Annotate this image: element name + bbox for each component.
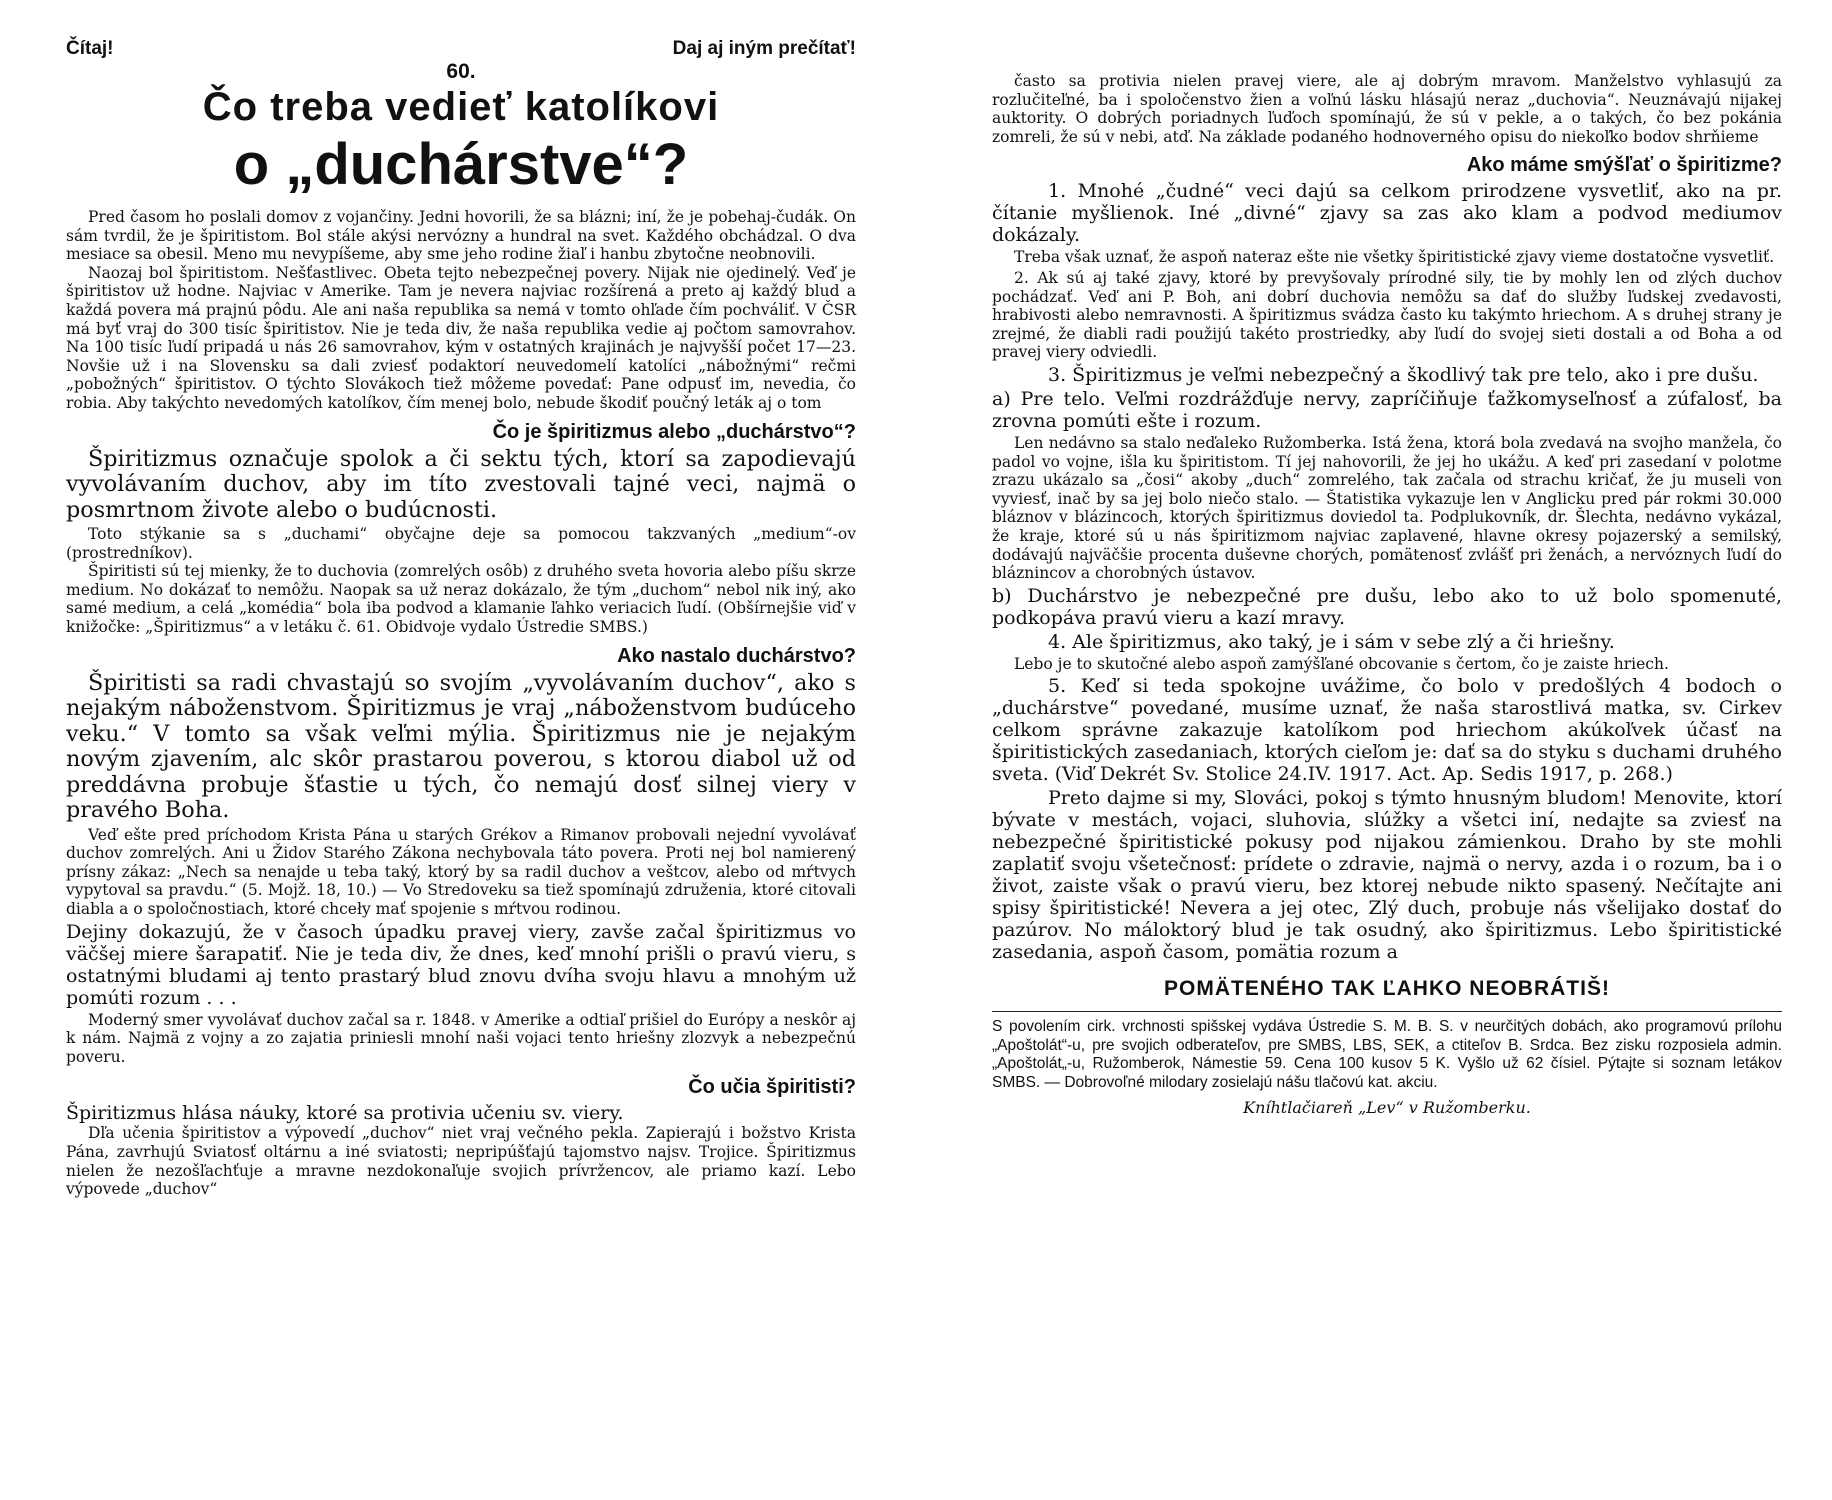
final-paragraph: Preto dajme si my, Slováci, pokoj s týmto hnusným bludom! Menovite, ktorí bývate v mestách, vojaci, sluhovia, slúžky a všetci iní, nedajte sa zviesť na nebezpečné špiritistické pokusy pod nijakou zámienkou. Draho by ste mohli zaplatiť svoju všetečnosť: prídete o zdravie, najmä o nervy, azda i o rozum, ba i o život, zaiste však o pravú vieru, bez ktorej nebude nikto spasený. Nečítajte ani spisy špiritistické! Nevera a jej otec, Zlý duch, probuje nás všelijako dostať do pazúrov. No máloktorý blud je tak osudný, ako špiritizmus. Lebo špiritistické zasedania, aspoň časom, pomätia rozum a xyxy=(992,787,1782,964)
point-1: 1. Mnohé „čudné“ veci dajú sa celkom prirodzene vysvetliť, ako na pr. čítanie myšlienok. Iné „divné“ zjavy sa zas ako klam a podvod mediumov dokázaly. xyxy=(992,180,1782,247)
point-3a-note: Len nedávno sa stalo neďaleko Ružomberka. Istá žena, ktorá bola zvedavá na svojho manžela, čo padol vo vojne, išla ku špiritistom. Tí jej nahovorili, že jej ho ukážu. A keď pri zasedaní v polotme zrazu ukázalo sa „čosi“ akoby „duch“ zomrelého, tak začala od strachu kričať, že ju museli von vyviesť, inač by sa jej bolo niečo stalo. — Štatistika vykazuje len v Anglicku pred pár rokmi 30.000 bláznov v blázincoch, ktorých špiritizmus doviedol ta. Podplukovník, dr. Šlechta, nedávno vykázal, že kraje, ktoré sú u nás špiritizmom najviac zaplavené, hlavne okresy pojazerský a semilský, dodávajú najväčšie procenta duševne chorých, pomätenosť zvlášť pri ženách, a nervóznych ľudí do bláznincov a chorobných ústavov. xyxy=(992,433,1782,583)
definition-paragraph: Špiritizmus označuje spolok a či sektu tých, ktorí sa zapodievajú vyvolávaním duchov, aby im títo zvestovali tajné veci, najmä o posmrtnom živote alebo o budúcnosti. xyxy=(66,445,856,523)
point-3b: b) Duchárstvo je nebezpečné pre dušu, lebo ako to už bolo spomenuté, podkopáva pravú vieru a kazí mravy. xyxy=(992,584,1782,629)
intro-paragraph: Pred časom ho poslali domov z vojančiny. Jedni hovorili, že sa blázni; iní, že je pobehaj-čudák. On sám tvrdil, že je špiritistom. Bol stále akýsi nervózny a hundral na svet. Každého obchádzal. O dva mesiace sa obesil. Meno mu nevypíšeme, aby sme jeho rodine žiaľ i hanbu zbytočne neobnovili. xyxy=(66,208,856,264)
left-page xyxy=(0,0,900,1500)
continuation-paragraph: často sa protivia nielen pravej viere, ale aj dobrým mravom. Manželstvo vyhlasujú za rozlučiteľné, ba i spoločenstvo žien a voľnú lásku hlásajú neraz „duchovia“. Neuznávajú nijakej auktority. O dobrých poriadnych ľuďoch spomínajú, že sú v pekle, a o takých, čo bez pokánia zomreli, že sú v nebi, atď. Na základe podaného hodnoverného opisu do niekoľko bodov shrňieme xyxy=(992,72,1782,146)
imprint: S povolením cirk. vrchnosti spišskej vydáva Ústredie S. M. B. S. v neurčitých dobách, ako programovú prílohu „Apoštolát“-u, pre svojich odberateľov, pre SMBS, LBS, SEK, a ctiteľov B. Srdca. Bez zisku rozposiela admin. „Apoštolát„-u, Ružomberok, Námestie 59. Cena 100 kusov 5 K. Vyšlo už 62 čísiel. Pýtajte si soznam letákov SMBS. — Dobrovoľné milodary zosielajú nášu tlačovú kat. akciu. xyxy=(992,1018,1782,1091)
right-page xyxy=(900,0,1832,1500)
closing-slogan: POMÄTENÉHO TAK ĽAHKO NEOBRÁTIŠ! xyxy=(992,977,1782,1012)
medium-paragraph: Toto stýkanie sa s „duchami“ obyčajne deje sa pomocou takzvaných „medium“-ov (prostredníkov). xyxy=(66,525,856,562)
heading-teachings: Čo učia špiritisti? xyxy=(688,1076,856,1099)
issue-number: 60. xyxy=(446,60,476,83)
teachings-paragraph: Dľa učenia špiritistov a výpovedí „duchov“ niet vraj večného pekla. Zapierajú i božstvo Krista Pána, zavrhujú Sviatosť oltárnu a iné sviatosti; nepripúšťajú tajomstvo najsv. Trojice. Špiritizmus nielen že nezošľachťuje a mravne nezdokonaľuje svojich prívržencov, ale priamo kazí. Lebo výpovede „duchov“ xyxy=(66,1124,856,1199)
point-1-note: Treba však uznať, že aspoň nateraz ešte nie všetky špiritistické zjavy vieme dostatočne vysvetliť. xyxy=(1014,248,1775,267)
modern-paragraph: Moderný smer vyvolávať duchov začal sa r. 1848. v Amerike a odtiaľ prišiel do Európy a neskôr aj k nám. Najmä z vojny a zo zajatia priniesli mnohí naši vojaci tento hriešny zlozvyk a nebezpečnú poveru. xyxy=(66,1010,856,1066)
left-column xyxy=(66,38,856,1199)
point-2: 2. Ak sú aj také zjavy, ktoré by prevyšovaly prírodné sily, tie by mohly len od zlých duchov pochádzať. Veď ani P. Boh, ani dobrí duchovia nemôžu sa dať do služby ľudskej zvedavosti, hrabivosti alebo nemravnosti. A špiritizmus svádza často ku takýmto hriechom. A s druhej strany je zrejmé, že diabli radi použijú takéto prostriedky, aby ľudí do svojej sieti dostali a od Boha a od pravej viery odviedli. xyxy=(992,268,1782,362)
fraud-paragraph: Špiritisti sú tej mienky, že to duchovia (zomrelých osôb) z druhého sveta hovoria alebo píšu skrze medium. No dokázať to nemôžu. Naopak sa už neraz dokázalo, že tým „duchom“ nebol nik iný, ako samé medium, a celá „komédia“ bola iba podvod a klamanie ľahko veriacich ľudí. (Obšírnejšie viď v knižočke: „Špiritizmus“ a v letáku č. 61. Obidvoje vydalo Ústredie SMBS.) xyxy=(66,562,856,636)
statistics-paragraph: Naozaj bol špiritistom. Nešťastlivec. Obeta tejto nebezpečnej povery. Nijak nie ojedinelý. Veď je špiritistov už hodne. Najviac v Amerike. Tam je nevera najviac rozšírená a preto aj každý blud a každá povera má prajnú pôdu. Ale ani naša republika sa nemá v tomto ohľade čím pochváliť. V ČSR má byť vraj do 300 tisíc špiritistov. Nie je teda div, že naša republika vedie aj počtom samovrahov. Na 100 tisíc ľudí pripadá u nás 26 samovrahov, kým v ostatných krajinách je najvyšší počet 17—23. Novšie už i na Slovensku sa dali zviesť podaktorí neuvedomelí katolíci „nábožnými“ rečmi „pobožných“ špiritistov. O týchto Slovákoch tiež môžeme povedať: Pane odpusť im, nevedia, čo robia. Aby takýchto nevedomých katolíkov, čím menej bolo, nebude škodiť poučný leták aj o tom xyxy=(66,263,856,412)
right-column xyxy=(992,72,1782,1117)
point-5: 5. Keď si teda spokojne uvážime, čo bolo v predošlých 4 bodoch o „duchárstve“ povedané, musíme uznať, že naša starostlivá matka, sv. Cirkev celkom správne zakazuje katolíkom pod hriechom akúkoľvek účasť na špiritistických zasedaniach, ktorých cieľom je: dať sa do styku s duchami druhého sveta. (Viď Dekrét Sv. Stolice 24.IV. 1917. Act. Ap. Sedis 1917, p. 268.) xyxy=(992,675,1782,786)
title-line-1: Čo treba vedieť katolíkovi xyxy=(202,85,720,129)
title-line-2: o „duchárstve“? xyxy=(233,132,689,197)
heading-what-is-spiritism: Čo je špiritizmus alebo „duchárstvo“? xyxy=(492,420,856,443)
header-right: Daj aj iným prečítať! xyxy=(672,38,856,59)
point-4: 4. Ale špiritizmus, ako taký, je i sám v sebe zlý a či hriešny. xyxy=(1048,630,1615,653)
point-3: 3. Špiritizmus je veľmi nebezpečný a škodlivý tak pre telo, ako i pre dušu. xyxy=(1048,363,1759,386)
history-paragraph: Veď ešte pred príchodom Krista Pána u starých Grékov a Rimanov probovali nejední vyvolávať duchov zomrelých. Ani u Židov Starého Zákona nechybovala táto povera. Proti nej bol namierený prísny zákaz: „Nech sa nenajde u teba taký, ktorý by sa radil duchov a veštcov, alebo od mŕtvych vypytoval sa pravdu.“ (5. Mojž. 18, 10.) — Vo Stredoveku sa tiež spomínajú združenia, ktoré citovali diabla a o spoločnostiach, ktoré chceły mať spojenie s mŕtvou rodinou. xyxy=(66,825,856,918)
heading-how-to-think: Ako máme smýšľať o špiritizme? xyxy=(1466,154,1782,177)
printer-line: Kníhtlačiareň „Lev“ v Ružomberku. xyxy=(1243,1097,1531,1117)
teachings-lead: Špiritizmus hlása náuky, ktoré sa protivia učeniu sv. viery. xyxy=(66,1102,624,1125)
heading-origin: Ako nastalo duchárstvo? xyxy=(617,644,856,667)
decline-paragraph: Dejiny dokazujú, že v časoch úpadku pravej viery, zavše začal špiritizmus vo väčšej miere šarapatiť. Nie je teda div, že dnes, keď mnohí prišli o pravú vieru, s ostatnými bludami aj tento prastarý blud znovu dvíha svoju hlavu a mnohým už pomúti rozum . . . xyxy=(66,920,856,1009)
origin-lead-paragraph: Špiritisti sa radi chvastajú so svojím „vyvolávaním duchov“, ako s nejakým náboženstvom. Špiritizmus je vraj „náboženstvom budúceho veku.“ V tomto sa však veľmi mýlia. Špiritizmus nie je nejakým novým zjavením, alc skôr prastarou poverou, s ktorou diabol už od preddávna probuje šťastie u tých, čo nemajú dosť silnej viery v pravého Boha. xyxy=(66,669,856,824)
point-3a: a) Pre telo. Veľmi rozdrážďuje nervy, zapríčiňuje ťažkomyseľnosť a zúfalosť, ba zrovna pomúti ešte i rozum. xyxy=(992,387,1782,432)
header-left: Čítaj! xyxy=(66,38,114,59)
point-4-note: Lebo je to skutočné alebo aspoň zamýšľané obcovanie s čertom, čo je zaiste hriech. xyxy=(1014,654,1669,673)
header-line xyxy=(66,38,856,62)
